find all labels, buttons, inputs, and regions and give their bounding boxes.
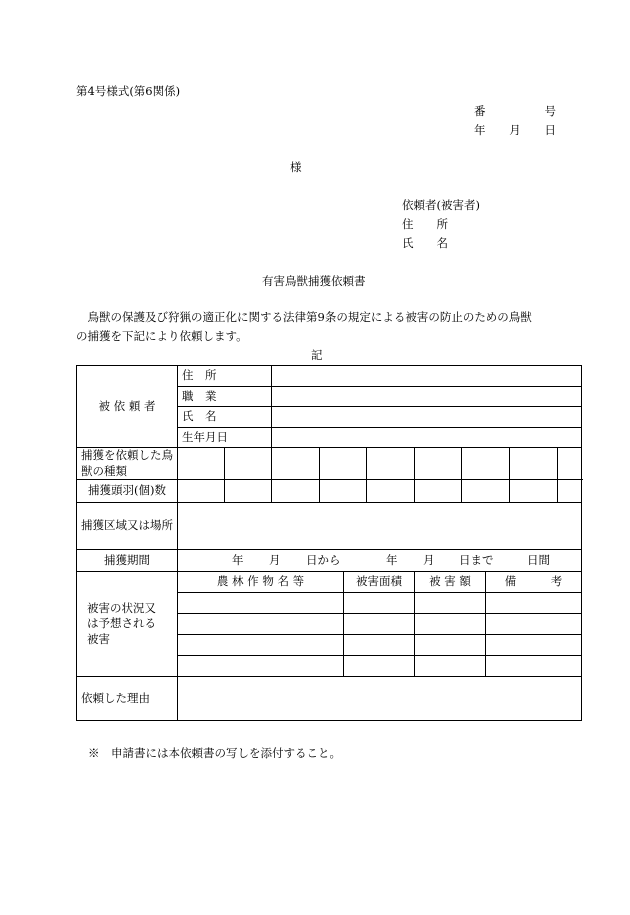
crops-cell[interactable] [178,656,344,677]
number-suffix: 号 [544,104,556,118]
date-year: 年 [474,123,486,137]
request-table [76,365,582,721]
name-label: 氏 名 [178,407,272,428]
species-cell[interactable] [225,448,272,480]
damage-amount-header: 被 害 額 [415,572,486,593]
document-number-line [474,106,556,118]
species-cell[interactable] [320,448,367,480]
occupation-label: 職 業 [178,387,272,407]
count-cell[interactable] [320,480,367,503]
address-value[interactable] [272,366,582,387]
damage-area-header: 被害面積 [344,572,415,593]
remarks-cell[interactable] [486,614,582,635]
crops-cell[interactable] [178,614,344,635]
reason-value[interactable] [178,677,582,721]
number-label: 番 [474,104,486,118]
damage-label: 被害の状況又は予想される被害 [77,572,178,677]
species-cell[interactable] [558,448,582,480]
period-label: 捕獲期間 [77,550,178,572]
addressee-suffix: 様 [290,160,302,174]
area-label: 捕獲区域又は場所 [77,503,178,550]
damage-amount-cell[interactable] [415,614,486,635]
remarks-header: 備 考 [486,572,582,593]
species-cell[interactable] [510,448,558,480]
damage-amount-cell[interactable] [415,593,486,614]
period-day-from: 日から [306,553,341,568]
species-cell[interactable] [367,448,415,480]
species-label: 捕獲を依頼した鳥獣の種類 [77,448,178,480]
document-title: 有害鳥獣捕獲依頼書 [262,274,366,288]
ki-heading: 記 [311,348,323,362]
requester-title: 依頼者(被害者) [402,198,480,212]
damage-area-cell[interactable] [344,656,415,677]
count-cell[interactable] [272,480,320,503]
count-cell[interactable] [558,480,582,503]
crops-cell[interactable] [178,593,344,614]
address-label: 住 所 [178,366,272,387]
name-value[interactable] [272,407,582,428]
reason-label: 依頼した理由 [77,677,178,721]
occupation-value[interactable] [272,387,582,407]
birthdate-label: 生年月日 [178,428,272,448]
period-days: 日間 [527,553,550,568]
damage-area-cell[interactable] [344,593,415,614]
period-value[interactable] [178,550,582,572]
form-number: 第4号様式(第6関係) [76,84,181,98]
species-cell[interactable] [415,448,462,480]
period-month-1: 月 [269,553,281,568]
species-cell[interactable] [178,448,225,480]
requestee-label: 被 依 頼 者 [77,366,178,448]
damage-amount-cell[interactable] [415,635,486,656]
damage-area-cell[interactable] [344,614,415,635]
area-value[interactable] [178,503,582,550]
count-cell[interactable] [462,480,510,503]
birthdate-value[interactable] [272,428,582,448]
period-year-2: 年 [386,553,398,568]
attachment-note: ※ 申請書には本依頼書の写しを添付すること。 [88,746,341,760]
crops-cell[interactable] [178,635,344,656]
species-cell[interactable] [462,448,510,480]
date-month: 月 [509,123,521,137]
species-cell[interactable] [272,448,320,480]
period-year-1: 年 [232,553,244,568]
remarks-cell[interactable] [486,635,582,656]
count-label: 捕獲頭羽(個)数 [77,480,178,503]
date-day: 日 [544,123,556,137]
damage-amount-cell[interactable] [415,656,486,677]
requester-name-label: 氏 名 [402,236,448,250]
body-text-line-1: 鳥獣の保護及び狩猟の適正化に関する法律第9条の規定による被害の防止のための鳥獣 [76,310,532,324]
period-day-to: 日まで [459,553,494,568]
crops-header: 農 林 作 物 名 等 [178,572,344,593]
count-cell[interactable] [225,480,272,503]
count-cell[interactable] [510,480,558,503]
requester-address-label: 住 所 [402,217,448,231]
count-cell[interactable] [178,480,225,503]
remarks-cell[interactable] [486,656,582,677]
damage-area-cell[interactable] [344,635,415,656]
count-cell[interactable] [415,480,462,503]
period-month-2: 月 [423,553,435,568]
body-text-line-2: の捕獲を下記により依頼します。 [76,329,248,343]
date-line [474,125,556,137]
count-cell[interactable] [367,480,415,503]
remarks-cell[interactable] [486,593,582,614]
